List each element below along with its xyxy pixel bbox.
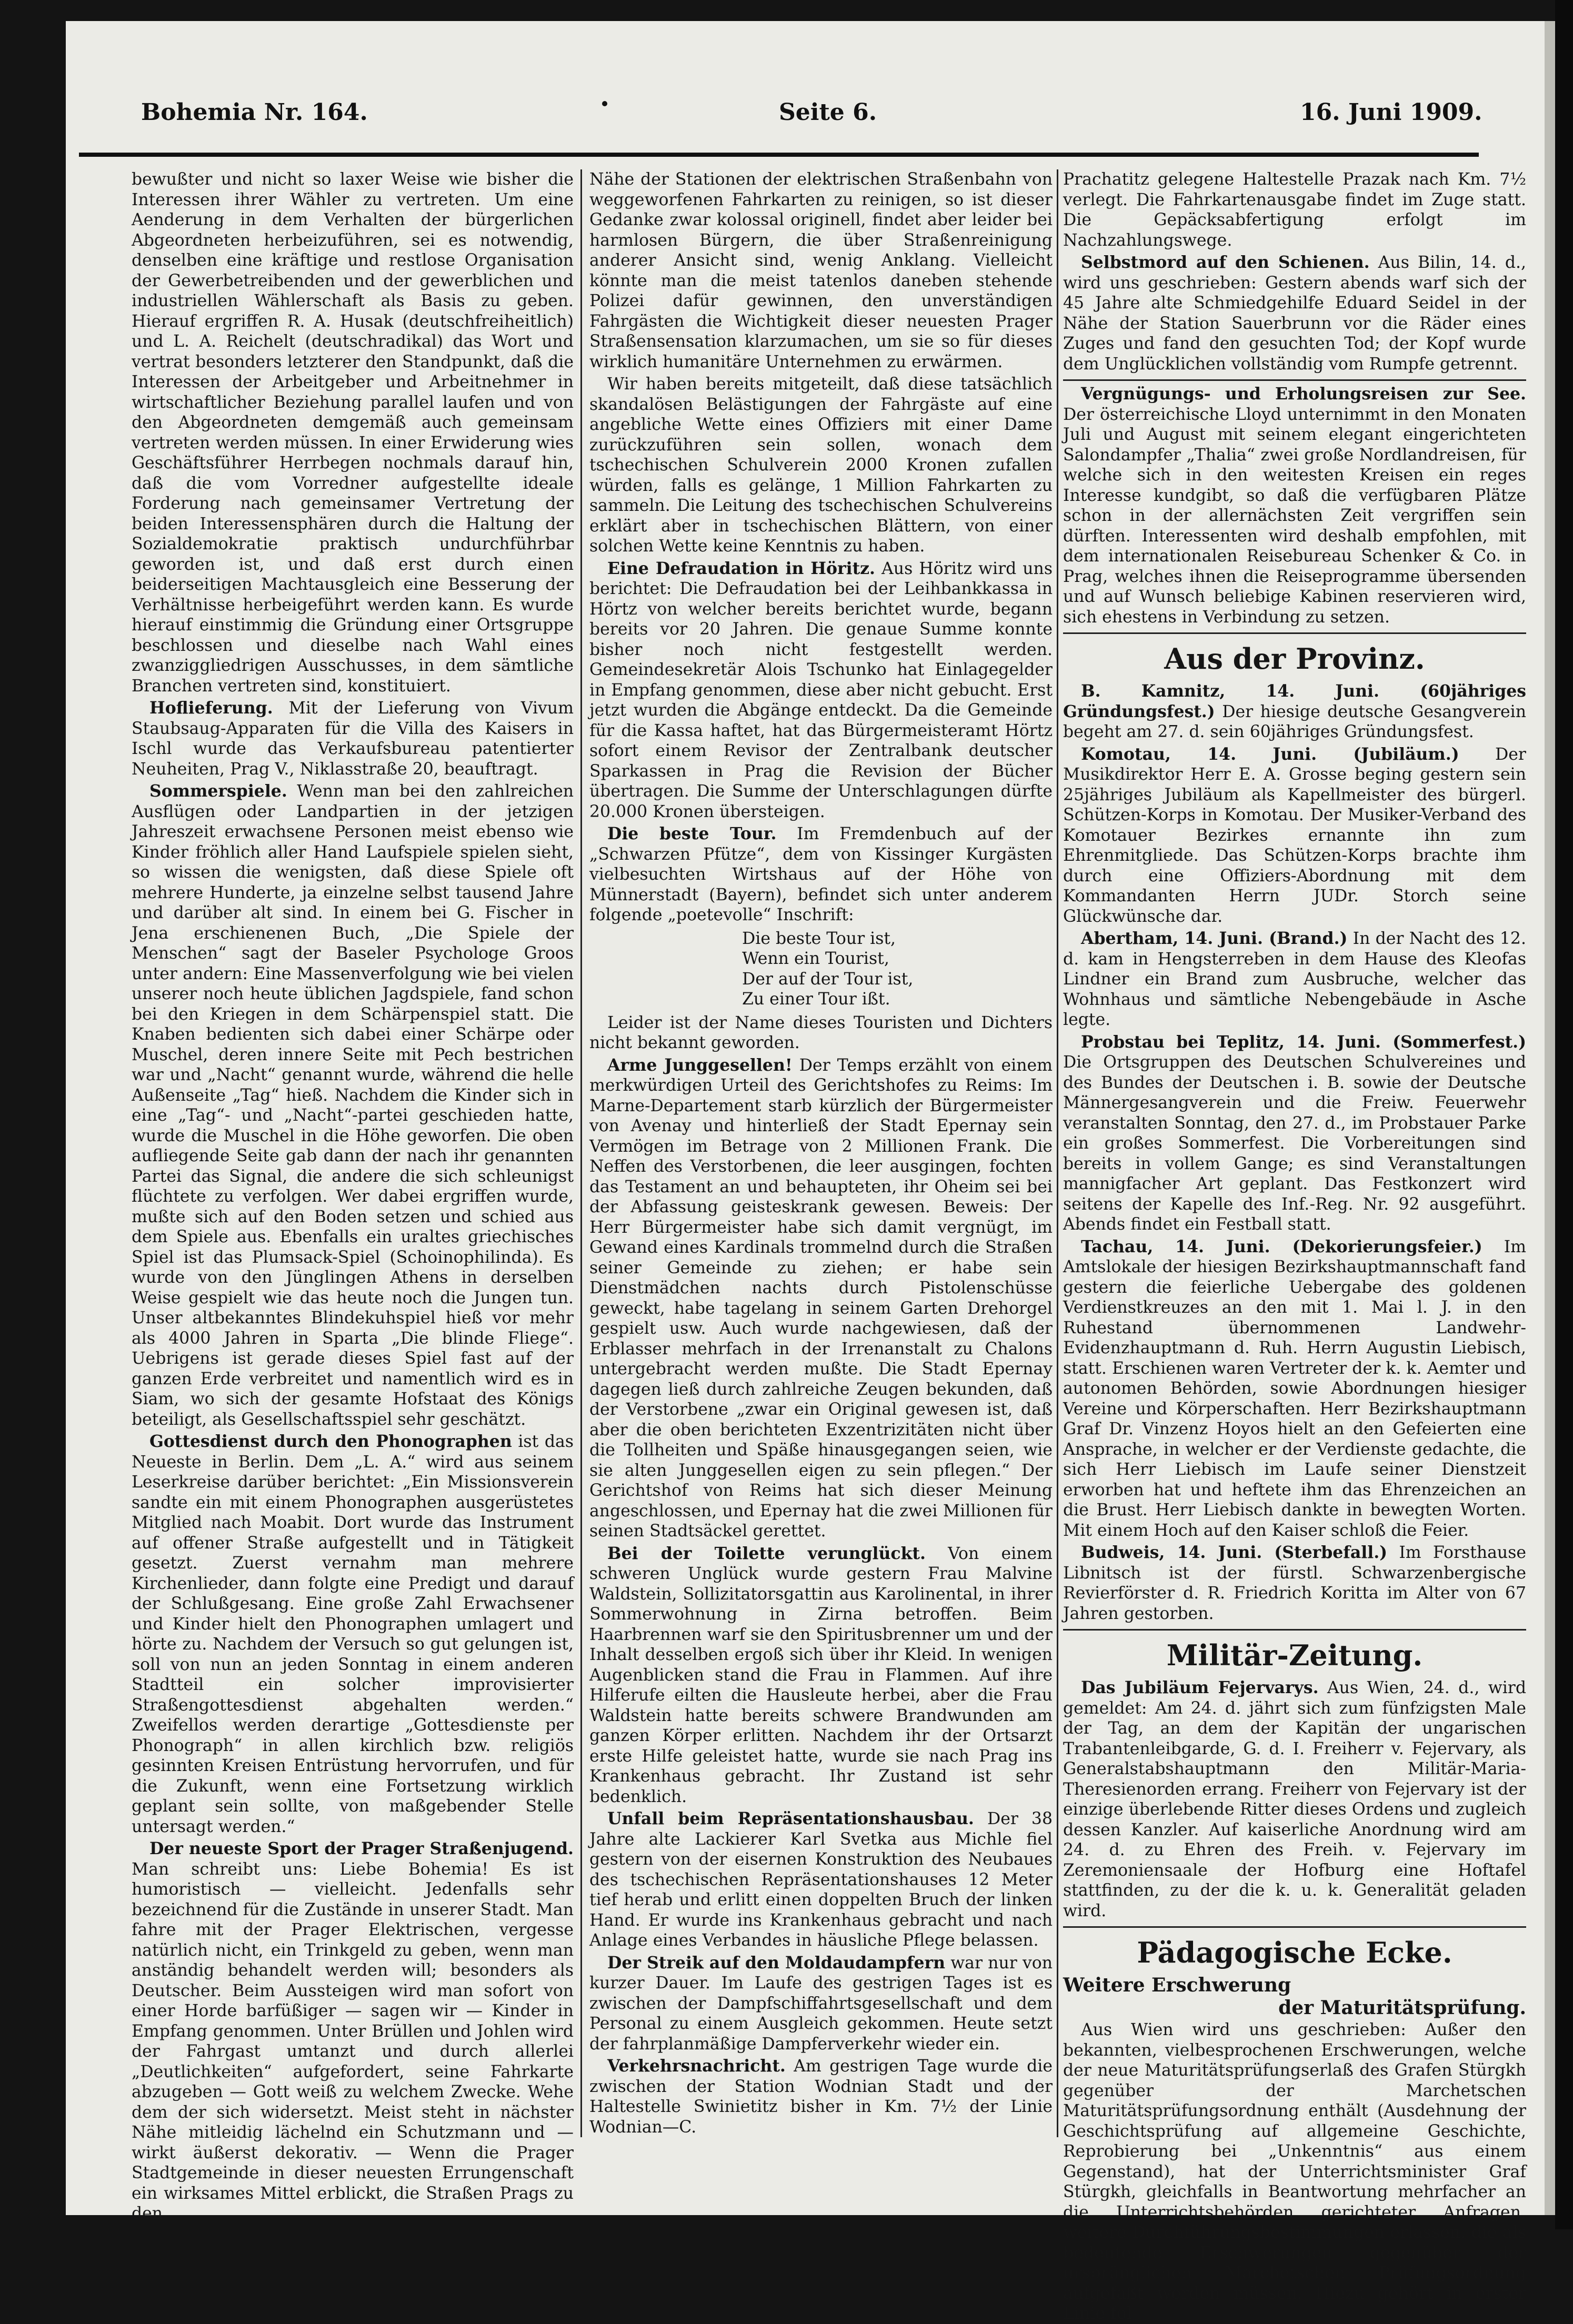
headline-unfall: Unfall beim Repräsentationshausbau. bbox=[607, 1809, 974, 1828]
subheading-erschwerung: Weitere Erschwerung bbox=[1063, 1974, 1291, 1996]
article-junggesellen bbox=[589, 1055, 1053, 1542]
page-number: Seite 6. bbox=[779, 99, 877, 126]
headline-streik: Der Streik auf den Moldaudampfern bbox=[607, 1953, 946, 1973]
article-komotau bbox=[1063, 745, 1526, 927]
headline-probstau: Probstau bei Teplitz, 14. Juni. (Sommerfest.) bbox=[1081, 1032, 1526, 1052]
article-tachau bbox=[1063, 1237, 1526, 1541]
headline-komotau: Komotau, 14. Juni. (Jubiläum.) bbox=[1081, 744, 1459, 764]
text-tachau: Im Amtslokale der hiesigen Bezirkshauptmannschaft fand gestern die feierliche Uebergabe des goldenen Verdienstkreuzes an den mit 1. Mai l. J. in den Ruhestand übernommenen Landwehr-Evidenzhauptmann d. Ruh. Herrn Augustin Liebisch, statt. Erschienen waren Vertreter der k. k. Aemter und autonomen Behörden, sowie Abordnungen hiesiger Vereine und Körperschaften. Herr Bezirkshauptmann Graf Dr. Vinzenz Hoyos hielt an den Gefeierten eine Ansprache, in welcher er der Verdienste gedachte, die sich Herr Liebisch im Laufe seiner Dienstzeit erworben hat und heftete ihm das Ehrenzeichen an die Brust. Herr Liebisch dankte in bewegten Worten. Mit einem Hoch auf den Kaiser schloß die Feier. bbox=[1063, 1237, 1527, 1540]
text-reisen: Der österreichische Lloyd unternimmt in den Monaten Juli und August mit seinem elegant eingerichteten Salondampfer „Thalia“ zwei große Nordlandreisen, für welche sich in den weitesten Kreisen ein reges Interesse kundgibt, so daß die verfügbaren Plätze schon in der allernächsten Zeit vergriffen sein dürften. Interessenten wird deshalb empfohlen, mit dem internationalen Reisebureau Schenker & Co. in Prag, welches ihnen die Reiseprogramme übersenden und auf Wunsch beliebige Kabinen reservieren wird, sich ehestens in Verbindung zu setzen. bbox=[1063, 405, 1526, 627]
poem-line: Die beste Tour ist, bbox=[742, 929, 896, 948]
text-fejervary: Aus Wien, 24. d., wird gemeldet: Am 24. d. jährt sich zum fünfzigsten Male der Tag, an dem der Kapitän der ungarischen Trabantenleibgarde, G. d. I. Freiherr v. Fejervary, als Generalstabshauptmann den Militär-Maria-Theresienorden errang. Freiherr von Fejervary ist der einzige überlebende Ritter dieses Ordens und zugleich dessen Kanzler. Auf kaiserliche Anordnung wird am 24. d. zu Ehren des Freih. v. Fejervary im Zeremoniensaale der Hofburg eine Hoftafel stattfinden, zu der die k. u. k. Generalität geladen wird. bbox=[1063, 1678, 1526, 1920]
masthead-issue: Bohemia Nr. 164. bbox=[141, 99, 368, 126]
column-rule-2 bbox=[1057, 169, 1058, 2137]
text-sommerspiele: Wenn man bei den zahlreichen Ausflügen oder Landpartien in der jetzigen Jahreszeit erwachsene Personen meist ebenso wie Kinder fröhlich aller Hand Laufspiele spielen sieht, so wissen die wenigsten, daß diese Spiele oft mehrere Hunderte, ja einzelne selbst tausend Jahre und darüber alt sind. In einem bei G. Fischer in Jena erschienenen Buch, „Die Spiele der Menschen“ sagt der Baseler Psychologe Groos unter andern: Eine Massenverfolgung wie bei vielen unserer noch heute üblichen Jagdspiele, fand schon bei den Kriegen in dem Schärpenspiel statt. Die Knaben bedienten sich dabei einer Schärpe oder Muschel, deren innere Seite mit Pech bestrichen war und „Nacht“ genannt wurde, während die helle Außenseite „Tag“ hieß. Nachdem die Kinder sich in eine „Tag“- und „Nacht“-partei geschieden hatte, wurde die Muschel in die Höhe geworfen. Die oben aufliegende Seite gab dann der nach ihr genannten Partei das Signal, die andere die sich schleunigst flüchtete zu verfolgen. Wer dabei ergriffen wurde, mußte sich auf den Boden setzen und schied aus dem Spiele aus. Ebenfalls ein uraltes griechisches Spiel ist das Plumsack-Spiel (Schoinophilinda). Es wurde von den Jünglingen Athens in derselben Weise gespielt wie das heute noch die Jungen tun. Unser altbekanntes Blindekuhspiel hieß vor mehr als 4000 Jahren in Sparta „Die blinde Fliege“. Uebrigens ist gerade dieses Spiel fast auf der ganzen Erde verbreitet und namentlich wird es in Siam, wo sich der gesamte Hofstaat des Königs beteiligt, als Gesellschaftsspiel sehr geschätzt. bbox=[132, 782, 574, 1429]
text-gottesdienst: ist das Neueste in Berlin. Dem „L. A.“ wird aus seinem Leserkreise darüber berichtet: „Ein Missionsverein sandte ein mit einem Phonographen ausgerüstetes Mitglied nach Moabit. Dort wurde das Instrument auf offener Straße aufgestellt und in Tätigkeit gesetzt. Zuerst vernahm man mehrere Kirchenlieder, dann folgte eine Predigt und darauf der Schlußgesang. Eine große Zahl Erwachsener und Kinder hielt den Phonographen umlagert und hörte zu. Nachdem der Versuch so gut gelungen ist, soll von nun an jeden Sonntag in einem anderen Stadtteil ein solcher improvisierter Straßengottesdienst abgehalten werden.“ Zweifellos werden derartige „Gottesdienste per Phonograph“ in allen kirchlich bzw. religiös gesinnten Kreisen Entrüstung hervorrufen, und für die Zukunft, wenn eine Fortsetzung wirklich geplant sein sollte, von maßgebender Stelle untersagt werden.“ bbox=[132, 1432, 574, 1836]
article-reisen bbox=[1063, 384, 1526, 627]
section-heading-provinz: Aus der Provinz. bbox=[1164, 642, 1425, 676]
column-rule-1 bbox=[580, 169, 582, 2137]
poem-line: Wenn ein Tourist, bbox=[742, 949, 889, 968]
section-heading-paedagogik: Pädagogische Ecke. bbox=[1137, 1936, 1452, 1969]
article-kamnitz bbox=[1063, 681, 1526, 742]
text-kamnitz: Der hiesige deutsche Gesangverein begeht am 27. d. sein 60jähriges Gründungsfest. bbox=[1063, 702, 1527, 741]
text-toilette: Von einem schweren Unglück wurde gestern Frau Malvine Waldstein, Sollizitatorsgattin aus Karolinental, in ihrer Sommerwohnung in Zirna betroffen. Beim Haarbrennen warf sie den Spiritusbrenner um und der Inhalt desselben ergoß sich über ihr Kleid. In wenigen Augenblicken stand die Frau in Flammen. Auf ihre Hilferufe eilten die Hausleute herbei, aber die Frau Waldstein hatte bereits schwere Brandwunden am ganzen Körper erlitten. Nachdem ihr der Ortsarzt erste Hilfe geleistet hatte, wurde sie nach Prag ins Krankenhaus gebracht. Ihr Zustand ist sehr bedenklich. bbox=[589, 1544, 1053, 1806]
issue-date: 16. Juni 1909. bbox=[1300, 99, 1482, 126]
poem-line: Zu einer Tour ißt. bbox=[742, 990, 890, 1009]
article-continuation: bewußter und nicht so laxer Weise wie bisher die Interessen ihrer Wähler zu vertreten. Um eine Aenderung in dem Verhalten der bürgerlichen Abgeordneten herbeizuführen, sei es notwendig, denselben eine kräftige und restlose Organisation der Gewerbetreibenden und der gewerblichen und industriellen Wählerschaft als Basis zu geben. Hierauf ergriffen R. A. Husak (deutschfreiheitlich) und L. A. Reichelt (deutschradikal) das Wort und vertrat besonders letzterer den Standpunkt, daß die Interessen der Arbeitgeber und Arbeitnehmer in wirtschaftlicher Beziehung parallel laufen und von den Abgeordneten demgemäß auch gemeinsam vertreten werden müssen. In einer Erwiderung wies Geschäftsführer Herrbegen nochmals darauf hin, daß die vom Vorredner aufgestellte ideale Forderung nach gemeinsamer Vertretung der beiden Interessensphären durch die Haltung der Sozialdemokratie praktisch undurchführbar geworden ist, und daß erst durch einen beiderseitigen Machtausgleich eine Besserung der Verhältnisse herbeigeführt werden kann. Es wurde hierauf einstimmig die Gründung einer Ortsgruppe beschlossen und dieselbe nach Wahl eines zwanziggliedrigen Ausschusses, in dem sämtliche Branchen vertreten sind, konstituiert. bbox=[132, 170, 574, 696]
column-2 bbox=[589, 169, 1053, 2137]
headline-gottesdienst: Gottesdienst durch den Phonographen bbox=[149, 1432, 512, 1451]
text-komotau: Der Musikdirektor Herr E. A. Grosse beging gestern sein 25jähriges Jubiläum als Kapellmeister des bürgerl. Schützen-Korps in Komotau. Der Musiker-Verband des Komotauer Bezirkes ernannte ihn zum Ehrenmitgliede. Das Schützen-Korps brachte ihm durch eine Offiziers-Abordnung mit dem Kommandanten Herrn JUDr. Storch seine Glückwünsche dar. bbox=[1063, 745, 1526, 926]
paragraph-wette: Wir haben bereits mitgeteilt, daß diese tatsächlich skandalösen Belästigungen der Fahrgäste auf eine angebliche Wette eines Offiziers mit einer Dame zurückzuführen sein sollen, wonach dem tschechischen Schulverein 2000 Kronen zufallen würden, falls es gelänge, 1 Million Fahrkarten zu sammeln. Die Leitung des tschechischen Schulvereins erklärt aber in tschechischen Blättern, von einer solchen Wette keine Kenntnis zu haben. bbox=[589, 375, 1053, 556]
text-streik: war nur von kurzer Dauer. Im Laufe des gestrigen Tages ist es zwischen der Dampfschiffahrtsgesellschaft und dem Personal zu einem Ausgleich gekommen. Heute setzt der fahrplanmäßige Dampferverkehr wieder ein. bbox=[589, 1953, 1053, 2054]
ink-dot bbox=[602, 101, 607, 106]
article-toilette bbox=[589, 1544, 1053, 1807]
section-rule bbox=[1063, 632, 1526, 634]
text-unfall: Der 38 Jahre alte Lackierer Karl Svetka aus Michle fiel gestern von der eisernen Konstruktion des Neubaues des tschechischen Repräsentationshauses 12 Meter tief herab und erlitt einen doppelten Bruch der linken Hand. Er wurde ins Krankenhaus gebracht und nach Anlage eines Verbandes in häusliche Pflege belassen. bbox=[589, 1809, 1053, 1950]
article-budweis bbox=[1063, 1543, 1526, 1624]
scan-edge bbox=[1555, 0, 1573, 2229]
section-heading-militaer: Militär-Zeitung. bbox=[1166, 1638, 1423, 1672]
text-abertham: In der Nacht des 12. d. kam in Hengsterreben in dem Hause des Kleofas Lindner ein Brand zum Ausbruche, welcher das Wohnhaus und sämtliche Nebengebäude in Asche legte. bbox=[1063, 929, 1526, 1029]
article-hoflieferung bbox=[132, 698, 574, 779]
text-hoflieferung: Mit der Lieferung von Vivum Staubsaug-Apparaten für die Villa des Kaisers in Ischl wurde das Verkaufsbureau patentierter Neuheiten, Prag V., Niklasstraße 20, beauftragt. bbox=[132, 699, 574, 779]
page-fold-shadow bbox=[1545, 21, 1555, 2215]
text-selbstmord: Aus Bilin, 14. d., wird uns geschrieben: Gestern abends warf sich der 45 Jahre alte Schmiedgehilfe Eduard Seidel in der Nähe der Station Sauerbrunn vor die Räder eines Zuges und fand den gesuchten Tod; der Kopf wurde dem Unglücklichen vollständig vom Rumpfe getrennt. bbox=[1063, 253, 1527, 374]
column-1 bbox=[132, 169, 574, 2223]
headline-selbstmord: Selbstmord auf den Schienen. bbox=[1081, 253, 1370, 272]
text-budweis: Im Forsthause Libnitsch ist der fürstl. Schwarzenbergische Revierförster d. R. Friedrich Koritta im Alter von 67 Jahren gestorben. bbox=[1063, 1543, 1527, 1623]
text-probstau: Die Ortsgruppen des Deutschen Schulvereines und des Bundes der Deutschen i. B. sowie der Deutsche Männergesangverein und die Freiw. Feuerwehr veranstalten Sonntag, den 27. d., im Probstauer Parke ein großes Sommerfest. Die Vorbereitungen sind bereits in vollem Gange; es sind Veranstaltungen mannigfacher Art geplant. Das Festkonzert wird seitens der Kapelle des Inf.-Reg. Nr. 92 ausgeführt. Abends findet ein Festball statt. bbox=[1063, 1053, 1526, 1234]
article-beste-tour bbox=[589, 824, 1053, 925]
headline-fejervary: Das Jubiläum Fejervarys. bbox=[1081, 1678, 1319, 1697]
column-3 bbox=[1063, 169, 1527, 2323]
headline-strassenjugend: Der neueste Sport der Prager Straßenjugend. bbox=[149, 1839, 574, 1858]
text-beste-tour: Im Fremdenbuch auf der „Schwarzen Pfütze“, dem von Kissinger Kurgästen vielbesuchten Wirtshaus auf der Höhe von Münnerstadt (Bayern), befindet sich unter anderem folgende „poetevolle“ Inschrift: bbox=[589, 824, 1053, 924]
text-junggesellen: Der Temps erzählt von einem merkwürdigen Urteil des Gerichtshofes zu Reims: Im Marne-Departement starb kürzlich der Bürgermeister von Avenay und hinterließ der Stadt Epernay sein Vermögen im Betrage von 2 Millionen Frank. Die Neffen des Verstorbenen, die leer ausgingen, fochten das Testament an und behaupteten, ihr Oheim sei bei der Abfassung geisteskrank gewesen. Beweis: Der Herr Bürgermeister habe sich damit vergnügt, im Gewand eines Kardinals trommelnd durch die Straßen seiner Gemeinde zu ziehen; er habe sein Dienstmädchen nachts durch Pistolenschüsse geweckt, habe tagelang in seinem Garten Drehorgel gespielt usw. Auch wurde nachgewiesen, daß der Erblasser mehrfach in der Irrenanstalt zu Chalons untergebracht werden mußte. Die Stadt Epernay dagegen ließ durch zahlreiche Zeugen bekunden, daß der Verstorbene „zwar ein Original gewesen ist, daß aber die oben berichteten Exzentrizitäten nicht über die Tollheiten und Späße hinausgegangen seien, wie sie alten Junggesellen eigen zu sein pflegen.“ Der Gerichtshof von Reims hat sich dieser Meinung angeschlossen, und Epernay hat die zwei Millionen für seinen Stadtsäckel gerettet. bbox=[589, 1055, 1053, 1541]
poem-line: Der auf der Tour ist, bbox=[742, 969, 914, 989]
section-rule bbox=[1063, 379, 1526, 381]
headline-verkehr: Verkehrsnachricht. bbox=[607, 2056, 786, 2076]
article-probstau bbox=[1063, 1032, 1526, 1235]
text-defraudation: Aus Höritz wird uns berichtet: Die Defraudation bei der Leihbankkassa in Hörtz von welcher bereits berichtet wurde, begann bereits vor 20 Jahren. Die genaue Summe konnte bisher noch nicht festgestellt werden. Gemeindesekretär Alois Tschunko hat Einlagegelder in Empfang genommen, diese aber nicht gebucht. Erst jetzt wurden die Abgänge entdeckt. Da die Gemeinde für die Kassa haftet, hat das Bürgermeisteramt Hörtz sofort einem Revisor der Zentralbank deutscher Sparkassen in Prag die Revision der Bücher übertragen. Die Summe der Unterschlagungen dürfte 20.000 Kronen übersteigen. bbox=[589, 559, 1053, 821]
headline-hoflieferung: Hoflieferung. bbox=[149, 698, 273, 718]
headline-defraudation: Eine Defraudation in Höritz. bbox=[607, 558, 876, 578]
headline-tachau: Tachau, 14. Juni. (Dekorierungsfeier.) bbox=[1081, 1236, 1482, 1256]
text-strassenjugend: Man schreibt uns: Liebe Bohemia! Es ist humoristisch — vielleicht. Jedenfalls sehr bezeichnend für die Zustände in unserer Stadt. Man fahre mit der Prager Elektrischen, vergesse natürlich nicht, ein Trinkgeld zu geben, wenn man anständig behandelt werden will; besonders als Deutscher. Beim Aussteigen wird man sofort von einer Horde barfüßiger — sagen wir — Kinder in Empfang genommen. Unter Brüllen und Johlen wird der Fahrgast umtanzt und durch allerlei „Deutlichkeiten“ aufgefordert, seine Fahrkarte abzugeben — Gott weiß zu welchem Zwecke. Wehe dem der sich widersetzt. Meist steht in nächster Nähe mitleidig lächelnd ein Schutzmann und — wirkt äußerst dekorativ. — Wenn die Prager Stadtgemeinde in dieser neuesten Errungenschaft ein wirksames Mittel erblickt, die Straßen Prags zu den bbox=[132, 1859, 574, 2223]
headline-kamnitz: B. Kamnitz, 14. Juni. (60jähriges Gründungsfest.) bbox=[1063, 681, 1526, 721]
headline-sommerspiele: Sommerspiele. bbox=[149, 781, 287, 801]
section-rule bbox=[1063, 1629, 1526, 1631]
headline-junggesellen: Arme Junggesellen! bbox=[607, 1055, 793, 1075]
headline-reisen: Vergnügungs- und Erholungsreisen zur See. bbox=[1081, 384, 1526, 404]
article-abertham bbox=[1063, 929, 1526, 1030]
text-verkehr: Am gestrigen Tage wurde die zwischen der Station Wodnian Stadt und der Haltestelle Swinietitz bisher in Km. 7½ der Linie Wodnian—C. bbox=[589, 2057, 1053, 2137]
article-sommerspiele bbox=[132, 781, 574, 1430]
article-selbstmord bbox=[1063, 253, 1526, 374]
subheading-maturitaet: der Maturitätsprüfung. bbox=[1278, 1996, 1526, 2019]
headline-abertham: Abertham, 14. Juni. (Brand.) bbox=[1081, 929, 1348, 948]
poem bbox=[589, 929, 1053, 1010]
headline-toilette: Bei der Toilette verunglückt. bbox=[607, 1543, 926, 1563]
paragraph-tour-after: Leider ist der Name dieses Touristen und Dichters nicht bekannt geworden. bbox=[589, 1013, 1053, 1052]
article-maturitaet: Aus Wien wird uns geschrieben: Außer den bekannten, vielbesprochenen Erschwerungen, welche der neue Maturitätsprüfungserlaß des Grafen Stürgkh gegenüber der Marchetschen Maturitätsprüfungsordnung enthält (Ausdehnung der Geschichtsprüfung auf allgemeine Geschichte, Reprobierung bei „Unkenntnis“ aus einem Gegenstand), hat der Unterrichtsminister Graf Stürgkh, gleichfalls in Beantwortung mehrfacher an die Unterrichtsbehörden gerichteter Anfragen, weitere Durchführungsbestimmungen erlassen, die als bedeutende Erschwerungen gegenüber der ursprünglichen Marchetschen Prüfungsordnung aufgefaßt werden müssen. Hiezu gehört in erster Linie fol- bbox=[1063, 2020, 1526, 2323]
article-gottesdienst bbox=[132, 1432, 574, 1837]
article-strassenjugend bbox=[132, 1839, 574, 2224]
header-rule bbox=[79, 153, 1479, 157]
article-streik bbox=[589, 1953, 1053, 2055]
section-rule bbox=[1063, 1926, 1526, 1928]
article-fejervary bbox=[1063, 1678, 1526, 1921]
article-unfall bbox=[589, 1809, 1053, 1951]
headline-beste-tour: Die beste Tour. bbox=[607, 824, 777, 843]
article-defraudation bbox=[589, 559, 1053, 822]
article-continuation-2: Nähe der Stationen der elektrischen Straßenbahn von weggeworfenen Fahrkarten zu reinigen, so ist dieser Gedanke zwar kolossal originell, findet aber leider bei harmlosen Bürgern, die über Straßenreinigung anderer Ansicht sind, wenig Anklang. Vielleicht könnte man die meist tatenlos daneben stehende Polizei dafür gewinnen, den unverständigen Fahrgästen die Wichtigkeit dieser neuesten Prager Straßensensation klarzumachen, um sie so für dieses wirklich humanitäre Unternehmen zu erwärmen. bbox=[589, 170, 1053, 371]
article-continuation-3: Prachatitz gelegene Haltestelle Prazak nach Km. 7½ verlegt. Die Fahrkartenausgabe findet im Zuge statt. Die Gepäcksabfertigung erfolgt im Nachzahlungswege. bbox=[1063, 170, 1526, 250]
headline-budweis: Budweis, 14. Juni. (Sterbefall.) bbox=[1081, 1543, 1388, 1562]
article-verkehr bbox=[589, 2056, 1053, 2137]
